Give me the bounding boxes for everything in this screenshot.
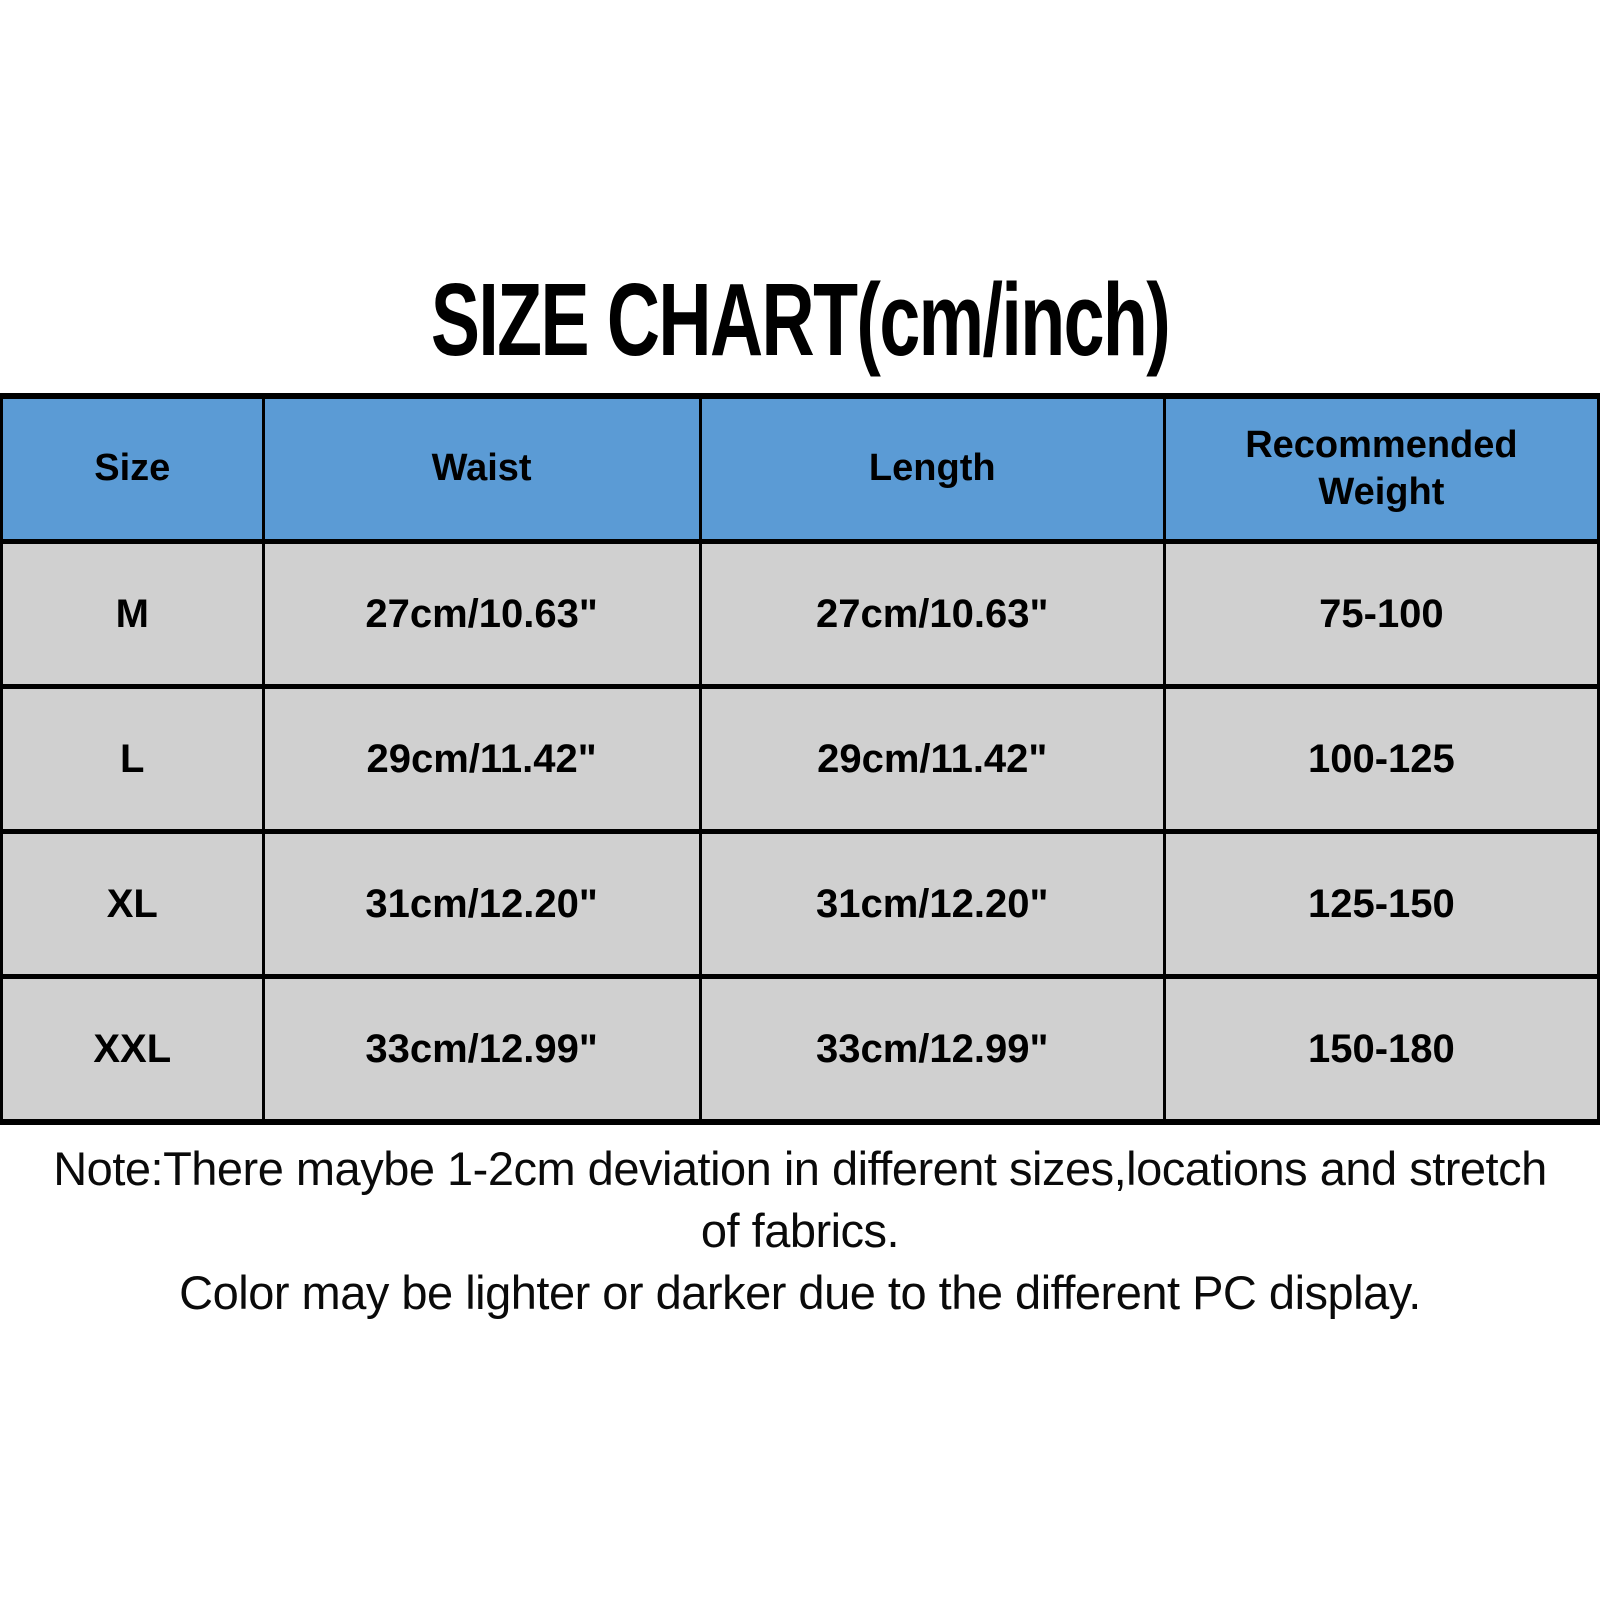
footnote-deviation: Note:There maybe 1-2cm deviation in different sizes,locations and stretch of fabrics. [53, 1142, 1547, 1258]
table-row-m-length: 27cm/10.63" [702, 544, 1163, 684]
table-row-xxl-weight: 150-180 [1166, 979, 1597, 1119]
header-label-recommended-weight: Recommended Weight [1245, 423, 1518, 513]
header-cell-waist [265, 399, 699, 539]
table-row-xl-length: 31cm/12.20" [702, 834, 1163, 974]
table-row-l-size: L [3, 689, 262, 829]
table-row-xxl-length: 33cm/12.99" [702, 979, 1163, 1119]
table-row-xl-size: XL [3, 834, 262, 974]
page-title: SIZE CHART(cm/inch) [430, 263, 1170, 378]
header-label-size: Size [94, 447, 171, 490]
header-label-length: Length [868, 447, 996, 490]
table-row-l-length: 29cm/11.42" [702, 689, 1163, 829]
size-table [0, 393, 1600, 1125]
header-cell-length [702, 399, 1163, 539]
table-row-l-waist: 29cm/11.42" [265, 689, 699, 829]
footnotes [0, 1138, 1600, 1324]
table-row-m-weight: 75-100 [1166, 544, 1597, 684]
header-label-waist: Waist [431, 447, 532, 490]
table-row-xl-weight: 125-150 [1166, 834, 1597, 974]
table-row-l-weight: 100-125 [1166, 689, 1597, 829]
table-row-xl-waist: 31cm/12.20" [265, 834, 699, 974]
table-row-m-size: M [3, 544, 262, 684]
table-row-xxl-size: XXL [3, 979, 262, 1119]
header-cell-recommended-weight [1166, 399, 1597, 539]
footnote-color: Color may be lighter or darker due to the different PC display. [179, 1266, 1421, 1320]
header-cell-size [3, 399, 262, 539]
table-row-m-waist: 27cm/10.63" [265, 544, 699, 684]
table-row-xxl-waist: 33cm/12.99" [265, 979, 699, 1119]
